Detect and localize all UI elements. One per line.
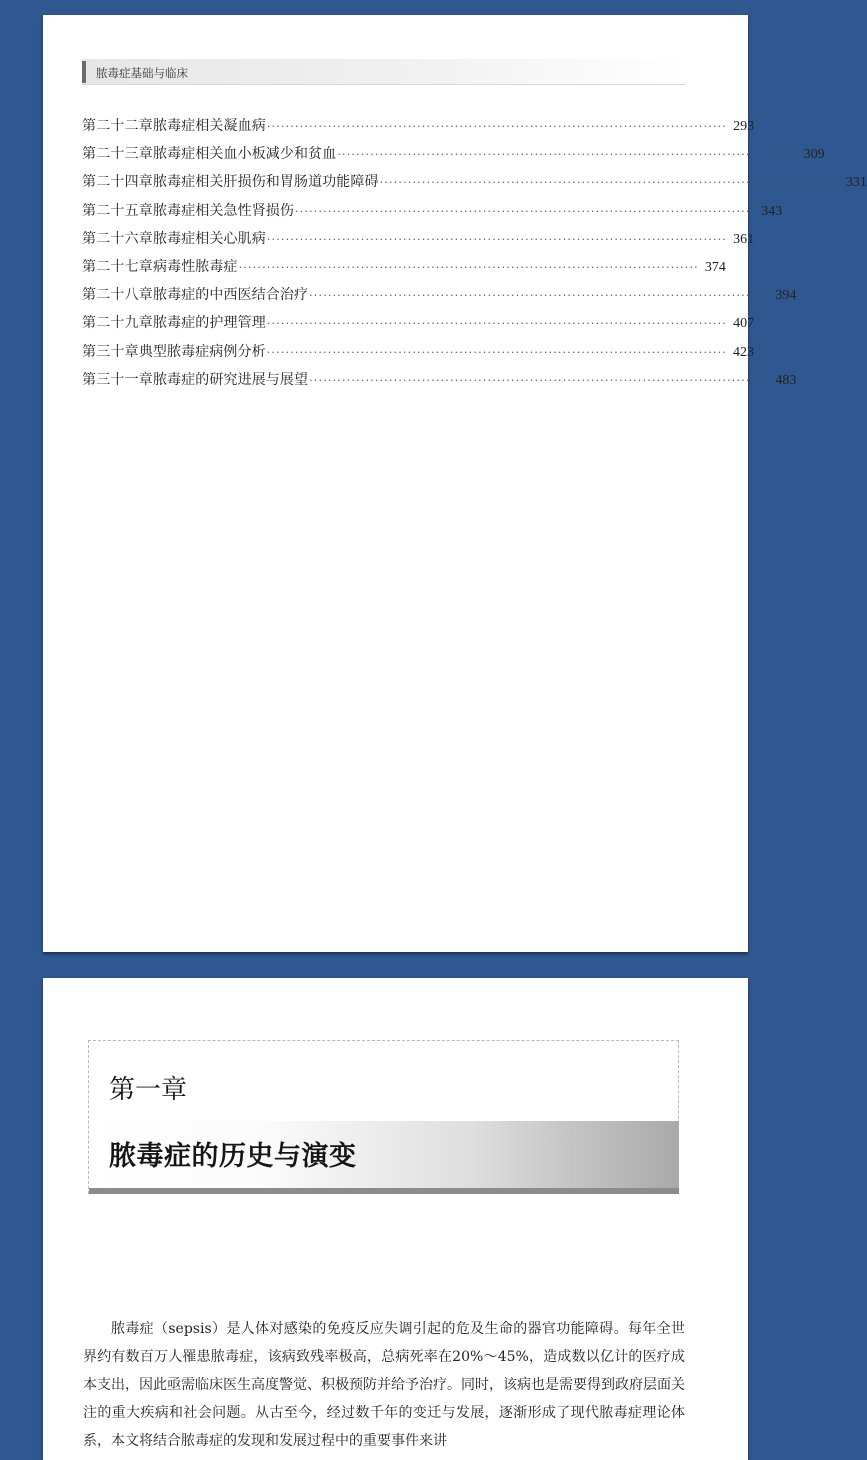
toc-page-number: 293 <box>733 119 755 134</box>
toc-chapter-title: 病毒性脓毒症 <box>153 258 238 275</box>
toc-leader-dots: ·································································································· <box>379 176 840 190</box>
toc-chapter-number: 第二十七章 <box>82 258 153 275</box>
toc-page-number: 374 <box>704 259 726 275</box>
toc-leader-dots: ·································································································· <box>337 148 798 162</box>
toc-page-number: 394 <box>775 288 797 304</box>
chapter-heading-box <box>88 1040 679 1194</box>
toc-page-number: 361 <box>733 231 755 247</box>
toc-chapter-number: 第三十章 <box>82 343 139 360</box>
chapter-number: 第一章 <box>109 1075 188 1105</box>
toc-chapter-number: 第三十一章 <box>82 371 153 388</box>
toc-page-number: 423 <box>732 344 754 360</box>
running-header <box>82 59 685 85</box>
toc-chapter-number: 第二十八章 <box>82 287 153 304</box>
toc-page-number: 483 <box>775 372 797 388</box>
toc-leader-dots: ·································································································· <box>266 232 728 246</box>
toc-entry[interactable] <box>82 284 797 312</box>
running-header-title: 脓毒症基础与临床 <box>96 66 188 80</box>
toc-chapter-title: 典型脓毒症病例分析 <box>138 343 266 360</box>
toc-leader-dots: ·································································································· <box>309 289 770 303</box>
toc-leader-dots: ·································································································· <box>295 204 756 218</box>
toc-chapter-number: 第二十三章 <box>82 146 153 163</box>
toc-chapter-title: 脓毒症的护理管理 <box>153 315 266 332</box>
toc-entry[interactable] <box>82 341 754 369</box>
toc-entry[interactable] <box>82 228 755 256</box>
toc-chapter-title: 脓毒症的研究进展与展望 <box>153 371 309 388</box>
running-header-bar <box>82 61 86 83</box>
toc-leader-dots: ·································································································· <box>266 120 728 133</box>
toc-entry[interactable] <box>82 369 797 397</box>
chapter-page <box>43 978 748 1460</box>
toc-chapter-number: 第二十九章 <box>82 315 153 332</box>
toc-leader-dots: ·································································································· <box>266 345 727 359</box>
toc-entry[interactable] <box>82 312 755 340</box>
toc-chapter-title: 脓毒症相关血小板减少和贫血 <box>153 146 337 163</box>
toc-chapter-title: 脓毒症相关肝损伤和胃肠道功能障碍 <box>153 174 379 191</box>
toc-entry[interactable] <box>82 256 726 284</box>
body-paragraph: 脓毒症（sepsis）是人体对感染的免疫反应失调引起的危及生命的器官功能障碍。每年全世界约有数百万人罹患脓毒症，该病致残率极高，总病死率在20%～45%，造成数以亿计的医疗成本支出，因此亟需临床医生高度警觉、积极预防并给予治疗。同时，该病也是需要得到政府层面关注的重大疾病和社会问题。从古至今，经过数千年的变迁与发展，逐渐形成了现代脓毒症理论体系，本文将结合脓毒症的发现和发展过程中的重要事件来讲 <box>83 1321 685 1449</box>
toc-page <box>43 15 867 952</box>
toc-chapter-title: 脓毒症的中西医结合治疗 <box>153 287 309 304</box>
table-of-contents <box>82 115 867 397</box>
chapter-heading-rule <box>89 1188 679 1194</box>
toc-leader-dots: ·································································································· <box>266 317 728 331</box>
toc-leader-dots: ·································································································· <box>238 260 699 274</box>
toc-chapter-title: 脓毒症相关凝血病 <box>153 118 266 134</box>
toc-page-number: 343 <box>761 203 783 219</box>
toc-chapter-number: 第二十二章 <box>82 118 153 134</box>
toc-entry[interactable] <box>82 171 867 199</box>
toc-page-number: 331 <box>845 175 867 191</box>
toc-page-number: 407 <box>733 316 755 332</box>
toc-entry[interactable] <box>82 115 755 143</box>
toc-page-number: 309 <box>803 147 825 163</box>
toc-chapter-title: 脓毒症相关心肌病 <box>153 230 266 247</box>
toc-entry[interactable] <box>82 200 783 228</box>
toc-entry[interactable] <box>82 143 825 171</box>
chapter-title: 脓毒症的历史与演变 <box>109 1141 357 1172</box>
chapter-title-band <box>89 1121 679 1188</box>
toc-leader-dots: ·································································································· <box>309 373 770 387</box>
toc-chapter-number: 第二十四章 <box>82 174 153 191</box>
toc-chapter-title: 脓毒症相关急性肾损伤 <box>153 202 294 219</box>
toc-chapter-number: 第二十六章 <box>82 230 153 247</box>
toc-chapter-number: 第二十五章 <box>82 202 153 219</box>
